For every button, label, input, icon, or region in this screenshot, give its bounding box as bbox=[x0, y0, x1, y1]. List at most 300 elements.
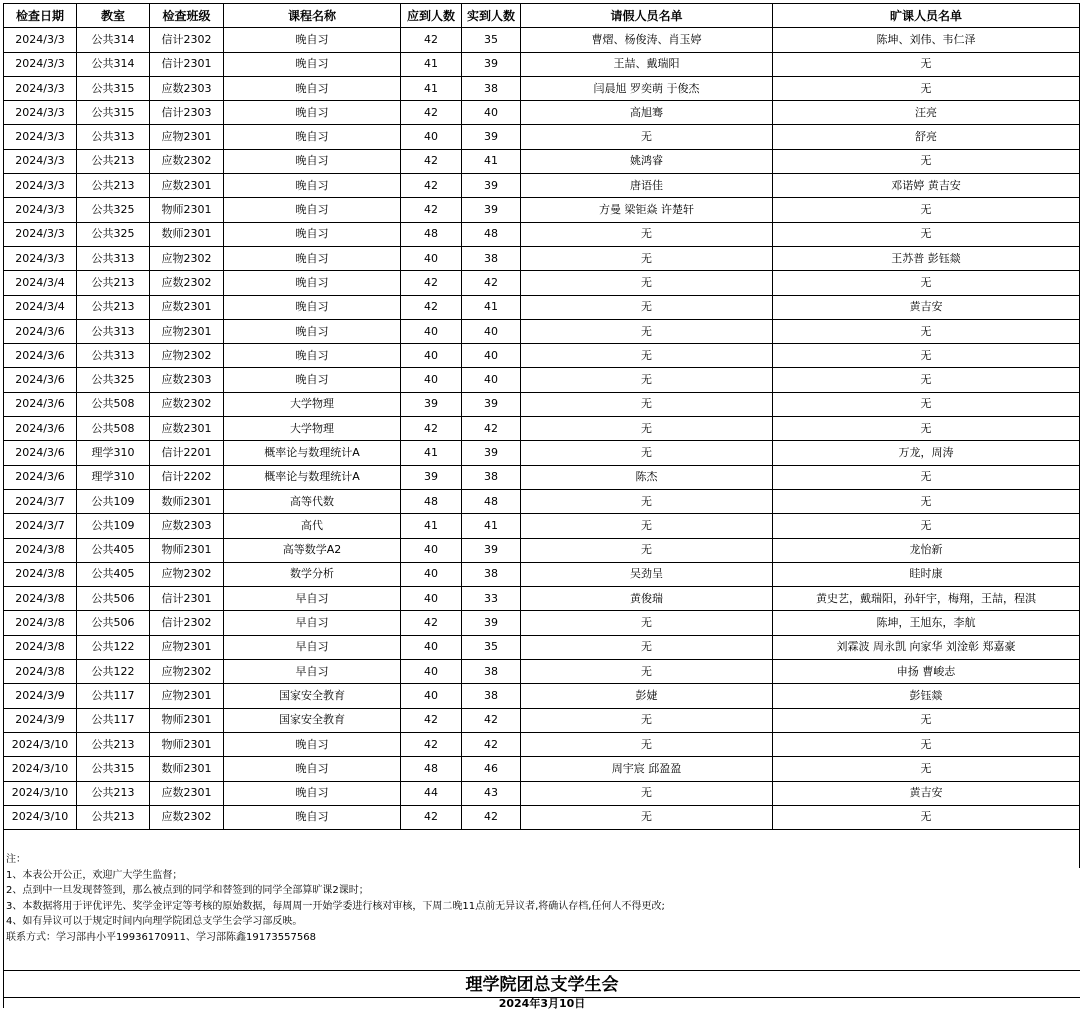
table-row bbox=[4, 76, 1080, 100]
cell-class: 应数2301 bbox=[150, 295, 224, 319]
header-classroom: 教室 bbox=[77, 4, 150, 28]
cell-expected-count: 42 bbox=[401, 732, 462, 756]
table-row bbox=[4, 246, 1080, 270]
cell-actual-count: 38 bbox=[462, 465, 521, 489]
cell-absent-list: 无 bbox=[773, 319, 1080, 343]
cell-class: 信计2201 bbox=[150, 441, 224, 465]
table-row bbox=[4, 417, 1080, 441]
cell-actual-count: 43 bbox=[462, 781, 521, 805]
cell-expected-count: 41 bbox=[401, 514, 462, 538]
cell-leave-list: 曹熠、杨俊涛、肖玉婷 bbox=[521, 28, 773, 52]
cell-expected-count: 40 bbox=[401, 635, 462, 659]
cell-expected-count: 42 bbox=[401, 28, 462, 52]
cell-check-date: 2024/3/3 bbox=[4, 101, 77, 125]
table-row bbox=[4, 660, 1080, 684]
cell-actual-count: 39 bbox=[462, 392, 521, 416]
cell-class: 应数2303 bbox=[150, 368, 224, 392]
cell-absent-list: 无 bbox=[773, 368, 1080, 392]
cell-absent-list: 无 bbox=[773, 198, 1080, 222]
cell-leave-list: 无 bbox=[521, 781, 773, 805]
cell-course: 晚自习 bbox=[224, 149, 401, 173]
cell-classroom: 公共315 bbox=[77, 76, 150, 100]
table-body bbox=[4, 28, 1080, 868]
cell-classroom: 公共213 bbox=[77, 805, 150, 829]
cell-classroom: 公共405 bbox=[77, 562, 150, 586]
cell-classroom: 公共314 bbox=[77, 28, 150, 52]
cell-expected-count: 42 bbox=[401, 805, 462, 829]
cell-absent-list: 黄史艺，戴瑞阳，孙轩宇，梅翔，王喆，程淇 bbox=[773, 587, 1080, 611]
cell-class: 信计2202 bbox=[150, 465, 224, 489]
table-row bbox=[4, 368, 1080, 392]
cell-expected-count: 40 bbox=[401, 319, 462, 343]
cell-classroom: 公共315 bbox=[77, 757, 150, 781]
cell-expected-count: 40 bbox=[401, 125, 462, 149]
cell-leave-list: 无 bbox=[521, 708, 773, 732]
cell-check-date: 2024/3/8 bbox=[4, 660, 77, 684]
cell-absent-list: 彭钰燚 bbox=[773, 684, 1080, 708]
cell-actual-count: 38 bbox=[462, 76, 521, 100]
cell-expected-count: 48 bbox=[401, 757, 462, 781]
cell-leave-list: 无 bbox=[521, 514, 773, 538]
cell-classroom: 公共508 bbox=[77, 417, 150, 441]
cell-course: 晚自习 bbox=[224, 757, 401, 781]
table-row bbox=[4, 222, 1080, 246]
cell-leave-list: 无 bbox=[521, 441, 773, 465]
contact-info: 联系方式：学习部冉小平19936170911、学习部陈鑫19173557568 bbox=[6, 931, 316, 943]
cell-classroom: 公共213 bbox=[77, 295, 150, 319]
cell-absent-list: 无 bbox=[773, 805, 1080, 829]
cell-check-date: 2024/3/6 bbox=[4, 465, 77, 489]
cell-leave-list: 无 bbox=[521, 611, 773, 635]
cell-check-date: 2024/3/3 bbox=[4, 149, 77, 173]
cell-check-date: 2024/3/6 bbox=[4, 319, 77, 343]
cell-leave-list: 周宇宸 邱盈盈 bbox=[521, 757, 773, 781]
table-row bbox=[4, 198, 1080, 222]
cell-absent-list: 无 bbox=[773, 514, 1080, 538]
cell-absent-list: 眭时康 bbox=[773, 562, 1080, 586]
cell-expected-count: 39 bbox=[401, 392, 462, 416]
cell-expected-count: 42 bbox=[401, 101, 462, 125]
cell-class: 应数2301 bbox=[150, 174, 224, 198]
cell-course: 大学物理 bbox=[224, 392, 401, 416]
table-row bbox=[4, 125, 1080, 149]
cell-expected-count: 42 bbox=[401, 174, 462, 198]
notes-heading: 注： bbox=[6, 854, 26, 865]
header-absent-list: 旷课人员名单 bbox=[773, 4, 1080, 28]
cell-leave-list: 黄俊瑞 bbox=[521, 587, 773, 611]
cell-course: 国家安全教育 bbox=[224, 708, 401, 732]
cell-check-date: 2024/3/10 bbox=[4, 757, 77, 781]
cell-course: 晚自习 bbox=[224, 805, 401, 829]
cell-absent-list: 邓诺婷 黄吉安 bbox=[773, 174, 1080, 198]
cell-check-date: 2024/3/6 bbox=[4, 392, 77, 416]
cell-class: 应数2301 bbox=[150, 781, 224, 805]
table-row bbox=[4, 319, 1080, 343]
cell-classroom: 公共109 bbox=[77, 489, 150, 513]
cell-class: 数师2301 bbox=[150, 757, 224, 781]
cell-classroom: 公共405 bbox=[77, 538, 150, 562]
attendance-table bbox=[3, 3, 1080, 868]
cell-course: 高等数学A2 bbox=[224, 538, 401, 562]
cell-class: 物师2301 bbox=[150, 538, 224, 562]
cell-actual-count: 38 bbox=[462, 660, 521, 684]
table-row bbox=[4, 465, 1080, 489]
cell-actual-count: 42 bbox=[462, 732, 521, 756]
cell-actual-count: 41 bbox=[462, 149, 521, 173]
cell-absent-list: 舒亮 bbox=[773, 125, 1080, 149]
cell-check-date: 2024/3/7 bbox=[4, 514, 77, 538]
cell-absent-list: 无 bbox=[773, 489, 1080, 513]
cell-absent-list: 无 bbox=[773, 222, 1080, 246]
cell-actual-count: 41 bbox=[462, 295, 521, 319]
notes-text bbox=[6, 852, 665, 945]
cell-course: 晚自习 bbox=[224, 28, 401, 52]
cell-course: 晚自习 bbox=[224, 125, 401, 149]
table-row bbox=[4, 392, 1080, 416]
cell-expected-count: 42 bbox=[401, 271, 462, 295]
cell-classroom: 理学310 bbox=[77, 465, 150, 489]
cell-expected-count: 40 bbox=[401, 587, 462, 611]
cell-leave-list: 无 bbox=[521, 271, 773, 295]
cell-course: 晚自习 bbox=[224, 76, 401, 100]
cell-check-date: 2024/3/3 bbox=[4, 28, 77, 52]
cell-course: 晚自习 bbox=[224, 198, 401, 222]
cell-expected-count: 39 bbox=[401, 465, 462, 489]
cell-check-date: 2024/3/3 bbox=[4, 174, 77, 198]
cell-leave-list: 无 bbox=[521, 635, 773, 659]
cell-check-date: 2024/3/6 bbox=[4, 441, 77, 465]
header-course: 课程名称 bbox=[224, 4, 401, 28]
cell-classroom: 公共325 bbox=[77, 222, 150, 246]
cell-course: 晚自习 bbox=[224, 781, 401, 805]
cell-actual-count: 35 bbox=[462, 635, 521, 659]
cell-classroom: 公共315 bbox=[77, 101, 150, 125]
cell-course: 晚自习 bbox=[224, 174, 401, 198]
cell-check-date: 2024/3/3 bbox=[4, 52, 77, 76]
cell-actual-count: 42 bbox=[462, 805, 521, 829]
cell-class: 信计2301 bbox=[150, 587, 224, 611]
cell-leave-list: 无 bbox=[521, 417, 773, 441]
cell-check-date: 2024/3/3 bbox=[4, 76, 77, 100]
cell-classroom: 公共213 bbox=[77, 781, 150, 805]
table-row bbox=[4, 101, 1080, 125]
cell-expected-count: 40 bbox=[401, 368, 462, 392]
cell-course: 晚自习 bbox=[224, 295, 401, 319]
cell-absent-list: 陈坤，王旭东，李航 bbox=[773, 611, 1080, 635]
table-row bbox=[4, 28, 1080, 52]
cell-course: 早自习 bbox=[224, 611, 401, 635]
cell-actual-count: 42 bbox=[462, 417, 521, 441]
header-row bbox=[4, 4, 1080, 28]
cell-leave-list: 唐语佳 bbox=[521, 174, 773, 198]
cell-classroom: 理学310 bbox=[77, 441, 150, 465]
cell-leave-list: 姚鸿睿 bbox=[521, 149, 773, 173]
cell-class: 应物2302 bbox=[150, 344, 224, 368]
cell-class: 应物2302 bbox=[150, 246, 224, 270]
note-item-3: 3、本数据将用于评优评先、奖学金评定等考核的原始数据，每周周一开始学委进行核对审核，下周二晚11点前无异议者,将确认存档,任何人不得更改; bbox=[6, 900, 665, 912]
cell-actual-count: 46 bbox=[462, 757, 521, 781]
cell-course: 高等代数 bbox=[224, 489, 401, 513]
cell-check-date: 2024/3/4 bbox=[4, 271, 77, 295]
cell-actual-count: 39 bbox=[462, 441, 521, 465]
cell-classroom: 公共313 bbox=[77, 319, 150, 343]
cell-actual-count: 48 bbox=[462, 489, 521, 513]
cell-course: 概率论与数理统计A bbox=[224, 441, 401, 465]
cell-class: 应物2301 bbox=[150, 125, 224, 149]
cell-classroom: 公共109 bbox=[77, 514, 150, 538]
cell-leave-list: 无 bbox=[521, 246, 773, 270]
cell-course: 晚自习 bbox=[224, 52, 401, 76]
note-item-2: 2、点到中一旦发现替签到，那么被点到的同学和替签到的同学全部算旷课2课时； bbox=[6, 885, 369, 896]
cell-class: 应数2303 bbox=[150, 514, 224, 538]
cell-class: 物师2301 bbox=[150, 198, 224, 222]
footer bbox=[3, 970, 1080, 1008]
cell-classroom: 公共325 bbox=[77, 198, 150, 222]
cell-check-date: 2024/3/9 bbox=[4, 684, 77, 708]
cell-classroom: 公共314 bbox=[77, 52, 150, 76]
cell-leave-list: 闫晨旭 罗奕萌 于俊杰 bbox=[521, 76, 773, 100]
table-row bbox=[4, 757, 1080, 781]
cell-actual-count: 40 bbox=[462, 344, 521, 368]
cell-expected-count: 42 bbox=[401, 198, 462, 222]
cell-course: 晚自习 bbox=[224, 101, 401, 125]
header-check-date: 检查日期 bbox=[4, 4, 77, 28]
table-row bbox=[4, 149, 1080, 173]
cell-check-date: 2024/3/8 bbox=[4, 587, 77, 611]
cell-course: 晚自习 bbox=[224, 222, 401, 246]
cell-check-date: 2024/3/8 bbox=[4, 538, 77, 562]
organization-name: 理学院团总支学生会 bbox=[465, 975, 619, 995]
cell-check-date: 2024/3/6 bbox=[4, 344, 77, 368]
cell-leave-list: 无 bbox=[521, 222, 773, 246]
cell-class: 信计2301 bbox=[150, 52, 224, 76]
cell-expected-count: 40 bbox=[401, 684, 462, 708]
cell-classroom: 公共313 bbox=[77, 125, 150, 149]
cell-expected-count: 42 bbox=[401, 708, 462, 732]
cell-classroom: 公共213 bbox=[77, 732, 150, 756]
cell-absent-list: 无 bbox=[773, 52, 1080, 76]
cell-leave-list: 高旭骞 bbox=[521, 101, 773, 125]
cell-check-date: 2024/3/3 bbox=[4, 198, 77, 222]
cell-class: 应数2302 bbox=[150, 392, 224, 416]
cell-class: 信计2303 bbox=[150, 101, 224, 125]
cell-expected-count: 42 bbox=[401, 417, 462, 441]
cell-absent-list: 万龙，周涛 bbox=[773, 441, 1080, 465]
cell-absent-list: 无 bbox=[773, 344, 1080, 368]
cell-class: 应数2301 bbox=[150, 417, 224, 441]
cell-absent-list: 汪亮 bbox=[773, 101, 1080, 125]
cell-absent-list: 黄吉安 bbox=[773, 781, 1080, 805]
cell-absent-list: 无 bbox=[773, 732, 1080, 756]
cell-leave-list: 无 bbox=[521, 489, 773, 513]
cell-course: 概率论与数理统计A bbox=[224, 465, 401, 489]
cell-actual-count: 42 bbox=[462, 708, 521, 732]
cell-absent-list: 无 bbox=[773, 392, 1080, 416]
notes-section bbox=[3, 850, 1080, 970]
cell-leave-list: 无 bbox=[521, 125, 773, 149]
table-row bbox=[4, 344, 1080, 368]
cell-absent-list: 陈坤、刘伟、韦仁泽 bbox=[773, 28, 1080, 52]
cell-actual-count: 38 bbox=[462, 246, 521, 270]
table-row bbox=[4, 684, 1080, 708]
cell-absent-list: 无 bbox=[773, 76, 1080, 100]
cell-leave-list: 无 bbox=[521, 368, 773, 392]
cell-expected-count: 48 bbox=[401, 489, 462, 513]
issue-date: 2024年3月10日 bbox=[498, 997, 586, 1010]
cell-leave-list: 彭婕 bbox=[521, 684, 773, 708]
cell-absent-list: 无 bbox=[773, 465, 1080, 489]
cell-class: 信计2302 bbox=[150, 28, 224, 52]
cell-actual-count: 33 bbox=[462, 587, 521, 611]
cell-class: 应物2301 bbox=[150, 319, 224, 343]
table-row bbox=[4, 441, 1080, 465]
cell-course: 晚自习 bbox=[224, 732, 401, 756]
cell-class: 数师2301 bbox=[150, 222, 224, 246]
cell-course: 晚自习 bbox=[224, 344, 401, 368]
cell-classroom: 公共122 bbox=[77, 635, 150, 659]
cell-leave-list: 吴劲呈 bbox=[521, 562, 773, 586]
cell-actual-count: 40 bbox=[462, 368, 521, 392]
cell-leave-list: 陈杰 bbox=[521, 465, 773, 489]
cell-course: 高代 bbox=[224, 514, 401, 538]
cell-classroom: 公共117 bbox=[77, 684, 150, 708]
cell-classroom: 公共117 bbox=[77, 708, 150, 732]
cell-course: 早自习 bbox=[224, 660, 401, 684]
cell-absent-list: 无 bbox=[773, 149, 1080, 173]
cell-classroom: 公共508 bbox=[77, 392, 150, 416]
cell-actual-count: 39 bbox=[462, 611, 521, 635]
cell-check-date: 2024/3/3 bbox=[4, 125, 77, 149]
cell-check-date: 2024/3/6 bbox=[4, 417, 77, 441]
cell-leave-list: 无 bbox=[521, 344, 773, 368]
table-row bbox=[4, 587, 1080, 611]
cell-class: 物师2301 bbox=[150, 708, 224, 732]
cell-course: 晚自习 bbox=[224, 319, 401, 343]
table-row bbox=[4, 538, 1080, 562]
cell-actual-count: 40 bbox=[462, 101, 521, 125]
cell-check-date: 2024/3/8 bbox=[4, 635, 77, 659]
cell-absent-list: 无 bbox=[773, 757, 1080, 781]
cell-course: 早自习 bbox=[224, 635, 401, 659]
cell-classroom: 公共122 bbox=[77, 660, 150, 684]
cell-check-date: 2024/3/7 bbox=[4, 489, 77, 513]
cell-class: 物师2301 bbox=[150, 732, 224, 756]
cell-check-date: 2024/3/4 bbox=[4, 295, 77, 319]
cell-class: 应数2302 bbox=[150, 149, 224, 173]
header-actual: 实到人数 bbox=[462, 4, 521, 28]
cell-course: 早自习 bbox=[224, 587, 401, 611]
cell-absent-list: 申扬 曹峻志 bbox=[773, 660, 1080, 684]
table-row bbox=[4, 708, 1080, 732]
cell-course: 晚自习 bbox=[224, 246, 401, 270]
cell-leave-list: 无 bbox=[521, 319, 773, 343]
cell-class: 应数2302 bbox=[150, 271, 224, 295]
cell-leave-list: 无 bbox=[521, 805, 773, 829]
cell-expected-count: 41 bbox=[401, 76, 462, 100]
cell-check-date: 2024/3/3 bbox=[4, 246, 77, 270]
cell-check-date: 2024/3/9 bbox=[4, 708, 77, 732]
cell-leave-list: 无 bbox=[521, 660, 773, 684]
cell-course: 数学分析 bbox=[224, 562, 401, 586]
cell-expected-count: 40 bbox=[401, 660, 462, 684]
cell-actual-count: 39 bbox=[462, 538, 521, 562]
cell-leave-list: 无 bbox=[521, 538, 773, 562]
table-row bbox=[4, 271, 1080, 295]
table-row bbox=[4, 295, 1080, 319]
cell-actual-count: 48 bbox=[462, 222, 521, 246]
cell-absent-list: 龙怡新 bbox=[773, 538, 1080, 562]
cell-expected-count: 44 bbox=[401, 781, 462, 805]
cell-course: 晚自习 bbox=[224, 368, 401, 392]
cell-leave-list: 方曼 梁钜焱 许楚轩 bbox=[521, 198, 773, 222]
header-class: 检查班级 bbox=[150, 4, 224, 28]
cell-check-date: 2024/3/10 bbox=[4, 805, 77, 829]
cell-expected-count: 42 bbox=[401, 295, 462, 319]
cell-check-date: 2024/3/10 bbox=[4, 732, 77, 756]
cell-actual-count: 40 bbox=[462, 319, 521, 343]
cell-absent-list: 刘霖波 周永凯 向家华 刘淦彰 郑嘉豪 bbox=[773, 635, 1080, 659]
cell-actual-count: 41 bbox=[462, 514, 521, 538]
cell-class: 信计2302 bbox=[150, 611, 224, 635]
cell-class: 应物2301 bbox=[150, 635, 224, 659]
cell-absent-list: 黄吉安 bbox=[773, 295, 1080, 319]
table-row bbox=[4, 781, 1080, 805]
cell-class: 应物2301 bbox=[150, 684, 224, 708]
cell-classroom: 公共325 bbox=[77, 368, 150, 392]
cell-check-date: 2024/3/3 bbox=[4, 222, 77, 246]
cell-check-date: 2024/3/8 bbox=[4, 611, 77, 635]
cell-expected-count: 40 bbox=[401, 246, 462, 270]
cell-classroom: 公共213 bbox=[77, 174, 150, 198]
cell-actual-count: 39 bbox=[462, 198, 521, 222]
cell-check-date: 2024/3/10 bbox=[4, 781, 77, 805]
cell-actual-count: 39 bbox=[462, 174, 521, 198]
cell-check-date: 2024/3/8 bbox=[4, 562, 77, 586]
cell-classroom: 公共506 bbox=[77, 611, 150, 635]
table-row bbox=[4, 514, 1080, 538]
note-item-4: 4、如有异议可以于规定时间内向理学院团总支学生会学习部反映。 bbox=[6, 916, 303, 927]
header-expected: 应到人数 bbox=[401, 4, 462, 28]
note-item-1: 1、本表公开公正，欢迎广大学生监督； bbox=[6, 869, 183, 881]
cell-absent-list: 王苏普 彭钰燚 bbox=[773, 246, 1080, 270]
cell-leave-list: 王喆、戴瑞阳 bbox=[521, 52, 773, 76]
cell-expected-count: 42 bbox=[401, 149, 462, 173]
cell-check-date: 2024/3/6 bbox=[4, 368, 77, 392]
table-row bbox=[4, 611, 1080, 635]
cell-class: 应数2303 bbox=[150, 76, 224, 100]
cell-absent-list: 无 bbox=[773, 708, 1080, 732]
cell-actual-count: 39 bbox=[462, 52, 521, 76]
table-row bbox=[4, 732, 1080, 756]
header-leave-list: 请假人员名单 bbox=[521, 4, 773, 28]
cell-expected-count: 42 bbox=[401, 611, 462, 635]
cell-actual-count: 38 bbox=[462, 684, 521, 708]
cell-absent-list: 无 bbox=[773, 271, 1080, 295]
cell-class: 应物2302 bbox=[150, 562, 224, 586]
table-row bbox=[4, 805, 1080, 829]
cell-course: 晚自习 bbox=[224, 271, 401, 295]
cell-classroom: 公共313 bbox=[77, 246, 150, 270]
cell-leave-list: 无 bbox=[521, 295, 773, 319]
cell-leave-list: 无 bbox=[521, 732, 773, 756]
cell-absent-list: 无 bbox=[773, 417, 1080, 441]
cell-classroom: 公共313 bbox=[77, 344, 150, 368]
cell-course: 国家安全教育 bbox=[224, 684, 401, 708]
cell-course: 大学物理 bbox=[224, 417, 401, 441]
cell-actual-count: 38 bbox=[462, 562, 521, 586]
cell-actual-count: 42 bbox=[462, 271, 521, 295]
cell-actual-count: 35 bbox=[462, 28, 521, 52]
